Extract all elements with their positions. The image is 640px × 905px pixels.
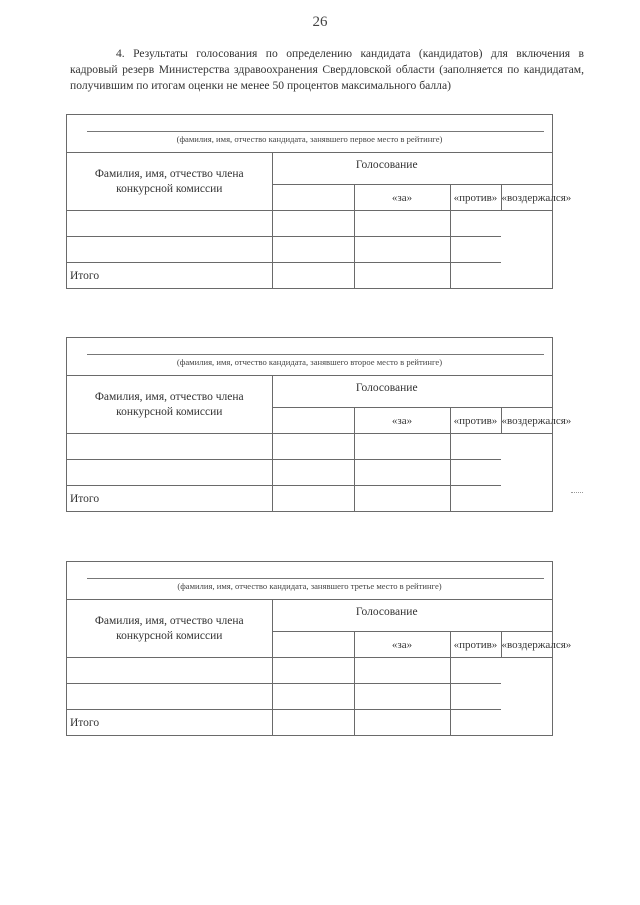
- for-cell[interactable]: [272, 684, 354, 710]
- candidate-name-area: [67, 562, 552, 600]
- table-row: [67, 211, 552, 237]
- candidate-caption: (фамилия, имя, отчество кандидата, занявшего второе место в рейтинге): [176, 357, 443, 367]
- member-cell[interactable]: [67, 658, 272, 684]
- header-against: «против»: [450, 632, 501, 658]
- for-cell[interactable]: [272, 460, 354, 486]
- candidate-name-area: [67, 115, 552, 153]
- table-row: [67, 434, 552, 460]
- voting-table: [67, 153, 572, 288]
- abstain-total-cell[interactable]: [450, 710, 501, 736]
- member-cell[interactable]: [67, 434, 272, 460]
- header-abstain: «воздержался»: [501, 632, 552, 658]
- total-row: [67, 263, 552, 289]
- against-cell[interactable]: [354, 684, 450, 710]
- header-for: «за»: [354, 185, 450, 211]
- member-cell[interactable]: [272, 408, 354, 434]
- header-for: «за»: [354, 632, 450, 658]
- header-against: «против»: [450, 408, 501, 434]
- against-total-cell[interactable]: [354, 710, 450, 736]
- margin-mark: [571, 492, 583, 493]
- member-cell[interactable]: [67, 237, 272, 263]
- header-member-name: Фамилия, имя, отчество члена конкурсной комиссии: [67, 153, 272, 211]
- for-total-cell[interactable]: [272, 710, 354, 736]
- header-voting: Голосование: [272, 376, 501, 408]
- abstain-cell[interactable]: [450, 658, 501, 684]
- total-row: [67, 486, 552, 512]
- candidate-block-1: [66, 114, 572, 289]
- table-row: [67, 658, 552, 684]
- voting-table: [67, 376, 572, 511]
- abstain-cell[interactable]: [450, 237, 501, 263]
- for-cell[interactable]: [272, 211, 354, 237]
- member-cell[interactable]: [272, 185, 354, 211]
- against-cell[interactable]: [354, 434, 450, 460]
- candidate-caption: (фамилия, имя, отчество кандидата, занявшего первое место в рейтинге): [176, 134, 443, 144]
- header-voting: Голосование: [272, 153, 501, 185]
- candidate-name-area: [67, 338, 552, 376]
- total-label: Итого: [67, 263, 272, 289]
- for-total-cell[interactable]: [272, 263, 354, 289]
- voting-table: [67, 600, 572, 735]
- against-total-cell[interactable]: [354, 486, 450, 512]
- header-abstain: «воздержался»: [501, 408, 552, 434]
- against-cell[interactable]: [354, 237, 450, 263]
- page-number: 26: [312, 14, 328, 30]
- candidate-name-line[interactable]: [87, 578, 544, 579]
- header-against: «против»: [450, 185, 501, 211]
- against-total-cell[interactable]: [354, 263, 450, 289]
- table-row: [67, 237, 552, 263]
- total-label: Итого: [67, 710, 272, 736]
- section-intro-paragraph: 4. Результаты голосования по определению кандидата (кандидатов) для включения в кадровый резерв Министерства здравоохранения Свердловской области (заполняется по кандидатам, получившим по итогам оценки не менее 50 процентов максимального балла): [70, 47, 584, 92]
- header-member-name: Фамилия, имя, отчество члена конкурсной комиссии: [67, 600, 272, 658]
- member-cell[interactable]: [67, 460, 272, 486]
- total-label: Итого: [67, 486, 272, 512]
- header-member-name: Фамилия, имя, отчество члена конкурсной комиссии: [67, 376, 272, 434]
- member-cell[interactable]: [67, 211, 272, 237]
- table-row: [67, 684, 552, 710]
- candidate-block-2: [66, 337, 572, 512]
- against-cell[interactable]: [354, 658, 450, 684]
- candidate-caption: (фамилия, имя, отчество кандидата, занявшего третье место в рейтинге): [177, 581, 442, 591]
- for-cell[interactable]: [272, 658, 354, 684]
- abstain-total-cell[interactable]: [450, 263, 501, 289]
- header-voting: Голосование: [272, 600, 501, 632]
- for-cell[interactable]: [272, 434, 354, 460]
- member-cell[interactable]: [67, 684, 272, 710]
- header-abstain: «воздержался»: [501, 185, 552, 211]
- table-row: [67, 460, 552, 486]
- against-cell[interactable]: [354, 211, 450, 237]
- candidate-name-line[interactable]: [87, 354, 544, 355]
- abstain-cell[interactable]: [450, 211, 501, 237]
- total-row: [67, 710, 552, 736]
- for-total-cell[interactable]: [272, 486, 354, 512]
- candidate-block-3: [66, 561, 572, 736]
- candidate-name-line[interactable]: [87, 131, 544, 132]
- member-cell[interactable]: [272, 632, 354, 658]
- against-cell[interactable]: [354, 460, 450, 486]
- abstain-total-cell[interactable]: [450, 486, 501, 512]
- abstain-cell[interactable]: [450, 684, 501, 710]
- abstain-cell[interactable]: [450, 434, 501, 460]
- abstain-cell[interactable]: [450, 460, 501, 486]
- for-cell[interactable]: [272, 237, 354, 263]
- header-for: «за»: [354, 408, 450, 434]
